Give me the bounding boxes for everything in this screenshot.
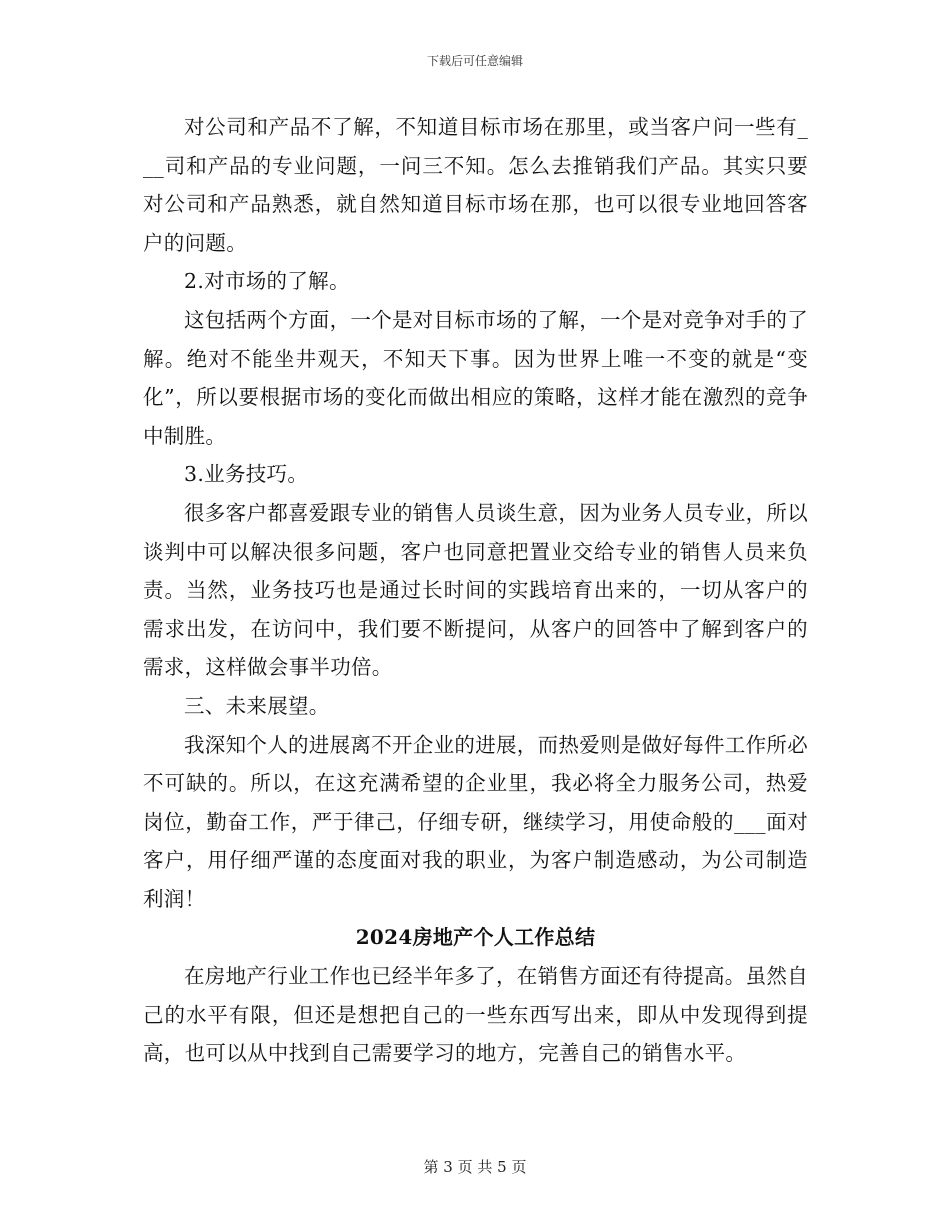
section-heading-outlook: 三、未来展望。	[184, 693, 330, 718]
document-body	[143, 108, 808, 1073]
document-title: 2024房地产个人工作总结	[355, 925, 596, 950]
paragraph-market: 这包括两个方面，一个是对目标市场的了解，一个是对竞争对手的了解。绝对不能坐井观天，不知天下事。因为世界上唯一不变的就是“变化”，所以要根据市场的变化而做出相应的策略，这样才能在激烈的竞争中制胜。	[143, 307, 808, 448]
paragraph-company-product: 对公司和产品不了解，不知道目标市场在那里，或当客户问一些有___司和产品的专业问题，一问三不知。怎么去推销我们产品。其实只要对公司和产品熟悉，就自然知道目标市场在那，也可以很专业地回答客户的问题。	[143, 115, 808, 255]
page-header-note: 下载后可任意编辑	[426, 54, 523, 68]
paragraph-skills: 很多客户都喜爱跟专业的销售人员谈生意，因为业务人员专业，所以谈判中可以解决很多问题，客户也同意把置业交给专业的销售人员来负责。当然，业务技巧也是通过长时间的实践培育出来的，一切从客户的需求出发，在访问中，我们要不断提问，从客户的回答中了解到客户的需求，这样做会事半功倍。	[143, 500, 808, 680]
section-heading-market: 2.对市场的了解。	[184, 269, 350, 294]
page-number: 第 3 页 共 5 页	[423, 1158, 527, 1176]
section-heading-skills: 3.业务技巧。	[184, 462, 309, 487]
paragraph-intro: 在房地产行业工作也已经半年多了，在销售方面还有待提高。虽然自己的水平有限，但还是想把自己的一些东西写出来，即从中发现得到提高，也可以从中找到自己需要学习的地方，完善自己的销售水平。	[143, 964, 808, 1066]
paragraph-outlook: 我深知个人的进展离不开企业的进展，而热爱则是做好每件工作所必不可缺的。所以，在这充满希望的企业里，我必将全力服务公司，热爱岗位，勤奋工作，严于律己，仔细专研，继续学习，用使命般的___面对客户，用仔细严谨的态度面对我的职业，为客户制造感动，为公司制造利润！	[143, 732, 808, 911]
